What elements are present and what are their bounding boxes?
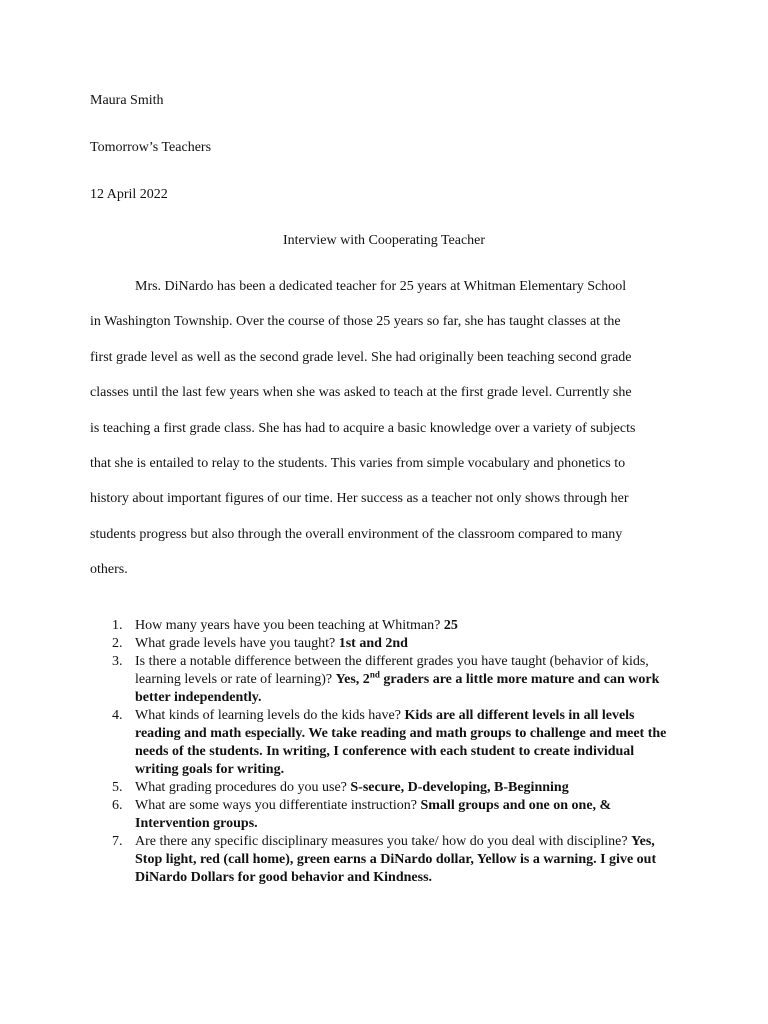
answer-text: 1st and 2nd bbox=[338, 636, 408, 651]
paragraph-line: others. bbox=[90, 562, 128, 578]
question-number: 2. bbox=[112, 636, 123, 651]
answer-text: Kids are all different levels in all levels reading and math especially. We take reading and math groups to challenge and meet the needs of the students. In writing, I conference with each student to create individual writing goals for writing. bbox=[135, 708, 667, 777]
question-text: How many years have you been teaching at Whitman? bbox=[135, 618, 441, 633]
paragraph-line: in Washington Township. Over the course of those 25 years so far, she has taught classes at the bbox=[90, 314, 621, 330]
question-text: Is there a notable difference between the different grades you have taught (behavior of kids, learning levels or rate of learning)? bbox=[135, 654, 649, 687]
question-number: 6. bbox=[112, 798, 123, 813]
ordinal-suffix: nd bbox=[369, 669, 380, 680]
paragraph-line: students progress but also through the overall environment of the classroom compared to many bbox=[90, 526, 623, 542]
author-name: Maura Smith bbox=[90, 93, 164, 108]
paragraph-line: that she is entailed to relay to the students. This varies from simple vocabulary and phonetics to bbox=[90, 456, 626, 472]
answer-text-start: Yes, 2 bbox=[335, 672, 370, 687]
question-item bbox=[90, 833, 680, 887]
question-item bbox=[90, 617, 680, 635]
question-text: What grading procedures do you use? bbox=[135, 780, 347, 795]
question-number: 3. bbox=[112, 654, 123, 669]
answer-text-end: graders are a little more mature and can work better independently. bbox=[135, 672, 660, 705]
answer-text: S-secure, D-developing, B-Beginning bbox=[350, 780, 569, 795]
paragraph-line: history about important figures of our time. Her success as a teacher not only shows through her bbox=[90, 491, 629, 507]
question-number: 4. bbox=[112, 708, 123, 723]
question-number: 1. bbox=[112, 618, 123, 633]
answer-text: Small groups and one on one, & Intervention groups. bbox=[135, 798, 612, 831]
question-item bbox=[90, 779, 680, 797]
interview-questions-list bbox=[90, 617, 680, 887]
question-number: 7. bbox=[112, 834, 123, 849]
course-name: Tomorrow’s Teachers bbox=[90, 140, 212, 155]
question-text: What grade levels have you taught? bbox=[135, 636, 336, 651]
answer-text: Yes, Stop light, red (call home), green earns a DiNardo dollar, Yellow is a warning. I give out DiNardo Dollars for good behavior and Kindness. bbox=[135, 834, 657, 885]
paragraph-line: is teaching a first grade class. She has had to acquire a basic knowledge over a variety of subjects bbox=[90, 420, 636, 436]
question-item bbox=[90, 635, 680, 653]
document-date: 12 April 2022 bbox=[90, 187, 168, 202]
question-item bbox=[90, 653, 680, 707]
paragraph-line: Mrs. DiNardo has been a dedicated teacher for 25 years at Whitman Elementary School bbox=[135, 279, 627, 294]
question-text: What are some ways you differentiate instruction? bbox=[135, 798, 417, 813]
question-item bbox=[90, 797, 680, 833]
question-item bbox=[90, 707, 680, 779]
paragraph-line: classes until the last few years when she was asked to teach at the first grade level. Currently she bbox=[90, 385, 632, 401]
paragraph-line: first grade level as well as the second grade level. She had originally been teaching second grade bbox=[90, 349, 632, 365]
question-text: What kinds of learning levels do the kids have? bbox=[135, 708, 401, 723]
document-title: Interview with Cooperating Teacher bbox=[282, 233, 486, 248]
question-number: 5. bbox=[112, 780, 123, 795]
question-text: Are there any specific disciplinary measures you take/ how do you deal with discipline? bbox=[135, 834, 628, 849]
intro-paragraph bbox=[90, 269, 680, 588]
answer-text: 25 bbox=[443, 618, 458, 633]
